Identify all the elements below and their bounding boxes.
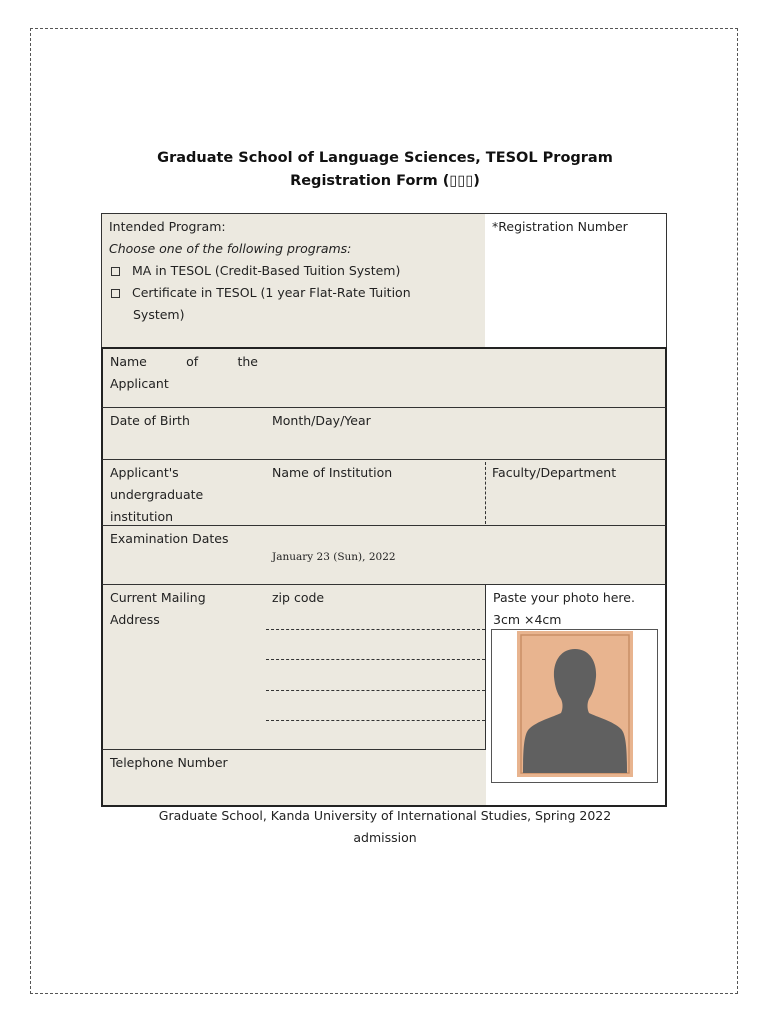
name-word-the: the [237, 354, 258, 369]
institution-name-label: Name of Institution [272, 465, 393, 480]
program-option-ma[interactable]: MA in TESOL (Credit-Based Tuition System) [109, 260, 478, 282]
exam-date: January 23 (Sun), 2022 [272, 551, 396, 563]
dob-label-cell [101, 407, 266, 460]
address-line-2 [266, 659, 485, 660]
address-line-3 [266, 690, 485, 691]
institution-label-line1: Applicant's [110, 465, 179, 480]
institution-label-cell [101, 459, 266, 526]
registration-number-label: *Registration Number [492, 219, 628, 234]
dob-label: Date of Birth [110, 413, 190, 428]
program-instruction: Choose one of the following programs: [109, 241, 352, 256]
exam-label-cell [101, 525, 266, 585]
exam-date-cell [265, 525, 667, 585]
telephone-input-cell[interactable] [265, 749, 486, 807]
name-word-name: Name [110, 354, 147, 369]
name-input-cell[interactable] [265, 347, 667, 408]
institution-name-cell[interactable] [265, 459, 486, 526]
name-word-of: of [186, 354, 199, 369]
zip-code-label: zip code [272, 590, 325, 605]
form-subtitle: Registration Form (▯▯▯) [290, 173, 480, 189]
address-line-4 [266, 720, 485, 721]
program-option-certificate[interactable]: Certificate in TESOL (1 year Flat-Rate Tuition [109, 282, 478, 304]
dob-format-hint: Month/Day/Year [272, 413, 371, 428]
name-label-cell [101, 347, 266, 408]
address-line-1 [266, 629, 485, 630]
footer-line2: admission [353, 830, 417, 845]
photo-size: 3cm ×4cm [493, 612, 562, 627]
telephone-label: Telephone Number [110, 755, 228, 770]
exam-label: Examination Dates [110, 531, 229, 546]
photo-instruction: Paste your photo here. [493, 590, 635, 605]
address-label-line1: Current Mailing [110, 590, 206, 605]
faculty-label: Faculty/Department [492, 465, 617, 480]
dob-input-cell[interactable] [265, 407, 667, 460]
institution-label-line2: undergraduate [110, 487, 204, 502]
checkbox-certificate[interactable] [111, 289, 120, 298]
intended-program-label: Intended Program: [109, 219, 226, 234]
address-label-line2: Address [110, 612, 160, 627]
faculty-cell[interactable] [485, 459, 667, 526]
address-input-cell[interactable] [265, 584, 486, 750]
name-label-line2: Applicant [110, 376, 169, 391]
registration-number-cell [485, 213, 667, 349]
footer-line1: Graduate School, Kanda University of International Studies, Spring 2022 [158, 808, 612, 823]
institution-label-line3: institution [110, 509, 174, 524]
form-title: Graduate School of Language Sciences, TESOL Program [157, 150, 613, 166]
photo-frame[interactable] [491, 629, 658, 783]
telephone-label-cell [101, 749, 266, 807]
program-option-certificate-cont: System) [133, 307, 185, 322]
intended-program-cell [101, 213, 486, 349]
checkbox-ma[interactable] [111, 267, 120, 276]
photo-placeholder-icon [491, 629, 658, 783]
address-label-cell [101, 584, 266, 750]
institution-divider [485, 462, 486, 524]
